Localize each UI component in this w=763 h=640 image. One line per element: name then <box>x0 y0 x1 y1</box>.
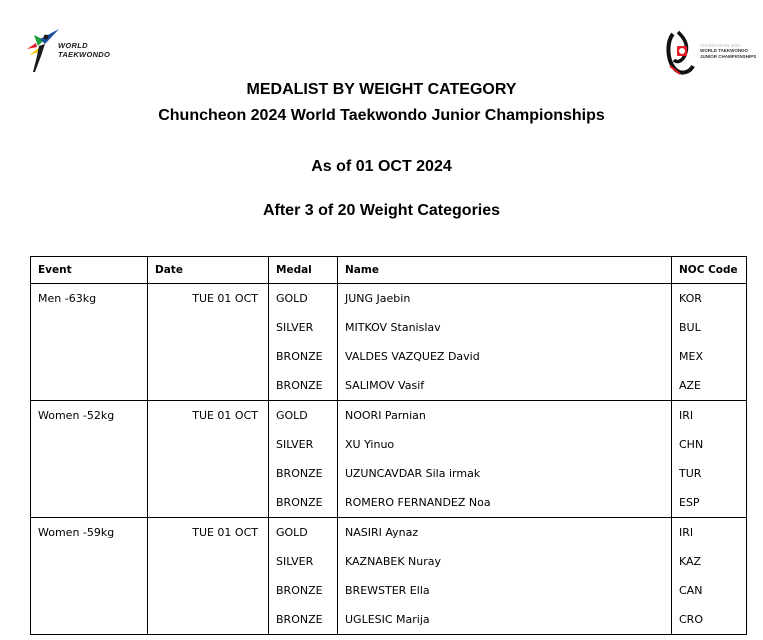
page-title: MEDALIST BY WEIGHT CATEGORY <box>246 81 517 98</box>
event-cell <box>31 576 148 605</box>
table-row <box>31 576 747 605</box>
medal-cell: BRONZE <box>269 488 338 518</box>
name-cell: UZUNCAVDAR Sila irmak <box>338 459 672 488</box>
name-cell: JUNG Jaebin <box>338 284 672 314</box>
medal-cell: BRONZE <box>269 342 338 371</box>
date-cell: TUE 01 OCT <box>148 401 269 431</box>
chuncheon-2024-logo <box>664 30 760 78</box>
table-row <box>31 459 747 488</box>
championship-emblem-icon <box>664 30 698 76</box>
event-cell <box>31 459 148 488</box>
table-row <box>31 371 747 401</box>
noc-cell: IRI <box>672 401 747 431</box>
noc-cell: KOR <box>672 284 747 314</box>
column-header-medal: Medal <box>269 257 338 284</box>
column-header-noc: NOC Code <box>672 257 747 284</box>
noc-cell: AZE <box>672 371 747 401</box>
date-cell <box>148 576 269 605</box>
date-cell <box>148 605 269 635</box>
world-taekwondo-logo <box>26 26 136 76</box>
medal-cell: SILVER <box>269 313 338 342</box>
date-cell: TUE 01 OCT <box>148 518 269 548</box>
name-cell: NASIRI Aynaz <box>338 518 672 548</box>
noc-cell: TUR <box>672 459 747 488</box>
date-cell <box>148 342 269 371</box>
noc-cell: MEX <box>672 342 747 371</box>
table-row <box>31 313 747 342</box>
medal-cell: SILVER <box>269 430 338 459</box>
event-cell <box>31 547 148 576</box>
column-header-date: Date <box>148 257 269 284</box>
noc-cell: CRO <box>672 605 747 635</box>
name-cell: ROMERO FERNANDEZ Noa <box>338 488 672 518</box>
date-cell <box>148 547 269 576</box>
progress-text: After 3 of 20 Weight Categories <box>262 202 501 219</box>
date-cell <box>148 430 269 459</box>
event-cell <box>31 371 148 401</box>
noc-cell: ESP <box>672 488 747 518</box>
table-row <box>31 430 747 459</box>
column-header-event: Event <box>31 257 148 284</box>
medal-cell: GOLD <box>269 284 338 314</box>
name-cell: XU Yinuo <box>338 430 672 459</box>
date-cell <box>148 371 269 401</box>
medal-cell: BRONZE <box>269 605 338 635</box>
event-cell <box>31 488 148 518</box>
medal-cell: SILVER <box>269 547 338 576</box>
noc-cell: CAN <box>672 576 747 605</box>
logo-text-line: WORLD TAEKWONDO <box>700 48 748 54</box>
event-cell <box>31 313 148 342</box>
page-subtitle: Chuncheon 2024 World Taekwondo Junior Championships <box>158 107 605 124</box>
name-cell: MITKOV Stanislav <box>338 313 672 342</box>
date-cell <box>148 488 269 518</box>
medal-cell: GOLD <box>269 401 338 431</box>
noc-cell: IRI <box>672 518 747 548</box>
logo-text-line: CHUNCHEON 2024 <box>700 43 741 48</box>
table-row <box>31 518 747 548</box>
table-row <box>31 547 747 576</box>
table-row <box>31 605 747 635</box>
date-cell <box>148 459 269 488</box>
logo-text-line: TAEKWONDO <box>58 49 111 59</box>
medal-cell: GOLD <box>269 518 338 548</box>
event-cell: Women -59kg <box>31 518 148 548</box>
date-cell <box>148 313 269 342</box>
table-row <box>31 488 747 518</box>
table-row <box>31 401 747 431</box>
noc-cell: KAZ <box>672 547 747 576</box>
medal-cell: BRONZE <box>269 576 338 605</box>
table-row <box>31 284 747 314</box>
as-of-date: As of 01 OCT 2024 <box>311 158 452 175</box>
column-header-name: Name <box>338 257 672 284</box>
name-cell: SALIMOV Vasif <box>338 371 672 401</box>
event-cell: Women -52kg <box>31 401 148 431</box>
medalist-table <box>30 256 747 635</box>
event-cell <box>31 430 148 459</box>
name-cell: BREWSTER Ella <box>338 576 672 605</box>
logo-text-line: JUNIOR CHAMPIONSHIPS <box>700 53 757 59</box>
event-cell: Men -63kg <box>31 284 148 314</box>
table-row <box>31 342 747 371</box>
medal-cell: BRONZE <box>269 371 338 401</box>
event-cell <box>31 605 148 635</box>
taekwondo-kicker-icon <box>26 26 60 74</box>
date-cell: TUE 01 OCT <box>148 284 269 314</box>
name-cell: NOORI Parnian <box>338 401 672 431</box>
name-cell: UGLESIC Marija <box>338 605 672 635</box>
logo-text-line: WORLD <box>58 41 88 50</box>
noc-cell: BUL <box>672 313 747 342</box>
event-cell <box>31 342 148 371</box>
table-header-row <box>31 257 747 284</box>
name-cell: KAZNABEK Nuray <box>338 547 672 576</box>
name-cell: VALDES VAZQUEZ David <box>338 342 672 371</box>
medal-cell: BRONZE <box>269 459 338 488</box>
noc-cell: CHN <box>672 430 747 459</box>
